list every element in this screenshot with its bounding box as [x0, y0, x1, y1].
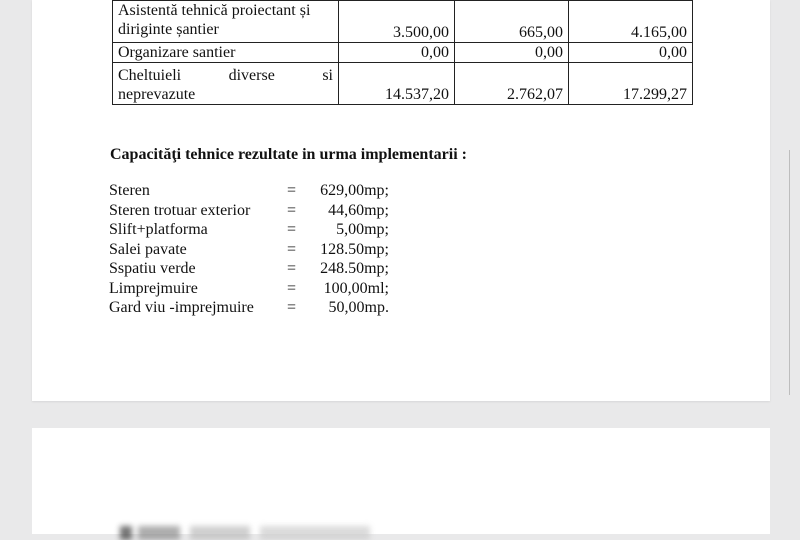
row-label — [113, 63, 339, 105]
capacities-list — [109, 181, 389, 318]
row-label-line: diriginte șantier — [118, 21, 219, 38]
document-page-2 — [32, 428, 770, 534]
capacity-value: 248.50mp; — [320, 260, 389, 277]
capacity-value: 629,00mp; — [320, 182, 389, 199]
equals-sign: = — [287, 201, 297, 219]
list-item — [109, 181, 389, 201]
list-item — [109, 201, 389, 221]
value-cell: 3.500,00 — [339, 1, 455, 43]
capacity-value: 100,00ml; — [323, 279, 389, 297]
equals-sign: = — [287, 182, 297, 199]
row-label-line: neprevazute — [118, 86, 196, 103]
capacity-label: Limprejmuire — [109, 279, 198, 297]
equals-sign: = — [287, 221, 297, 238]
capacity-label: Gard viu -imprejmuire — [109, 299, 254, 316]
capacity-label: Steren — [109, 182, 150, 199]
list-item — [109, 298, 389, 318]
list-item — [109, 279, 389, 299]
capacity-label: Steren trotuar exterior — [109, 201, 251, 219]
value-cell: 14.537,20 — [339, 63, 455, 105]
list-item — [109, 259, 389, 279]
capacity-value: 44,60mp; — [328, 201, 389, 219]
table-row — [113, 63, 693, 105]
value-cell: 2.762,07 — [455, 63, 569, 105]
list-item — [109, 240, 389, 260]
capacity-label: Sspatiu verde — [109, 260, 196, 277]
blurred-text-fragment — [120, 526, 370, 540]
value-cell: 0,00 — [569, 43, 693, 63]
value-cell: 4.165,00 — [569, 1, 693, 43]
row-label — [113, 1, 339, 43]
value-cell: 17.299,27 — [569, 63, 693, 105]
value-cell: 0,00 — [339, 43, 455, 63]
budget-table — [112, 0, 693, 105]
section-title: Capacităţi tehnice rezultate in urma implementarii : — [110, 146, 467, 163]
document-page-1 — [32, 0, 770, 401]
equals-sign: = — [287, 299, 297, 316]
value-cell: 0,00 — [455, 43, 569, 63]
row-label: Organizare santier — [113, 43, 339, 63]
capacity-value: 5,00mp; — [336, 221, 389, 238]
list-item — [109, 220, 389, 240]
capacity-label: Salei pavate — [109, 240, 187, 258]
equals-sign: = — [287, 240, 297, 258]
capacity-value: 128.50mp; — [320, 240, 389, 258]
table-row — [113, 43, 693, 63]
equals-sign: = — [287, 260, 297, 277]
capacity-value: 50,00mp. — [328, 299, 389, 316]
scan-edge-line — [789, 150, 790, 395]
row-label-line: Asistentă tehnică proiectant și — [118, 2, 311, 19]
equals-sign: = — [287, 279, 297, 297]
capacity-label: Slift+platforma — [109, 221, 208, 238]
row-label-line: Cheltuieli diverse si — [118, 67, 333, 84]
value-cell: 665,00 — [455, 1, 569, 43]
table-row — [113, 1, 693, 43]
